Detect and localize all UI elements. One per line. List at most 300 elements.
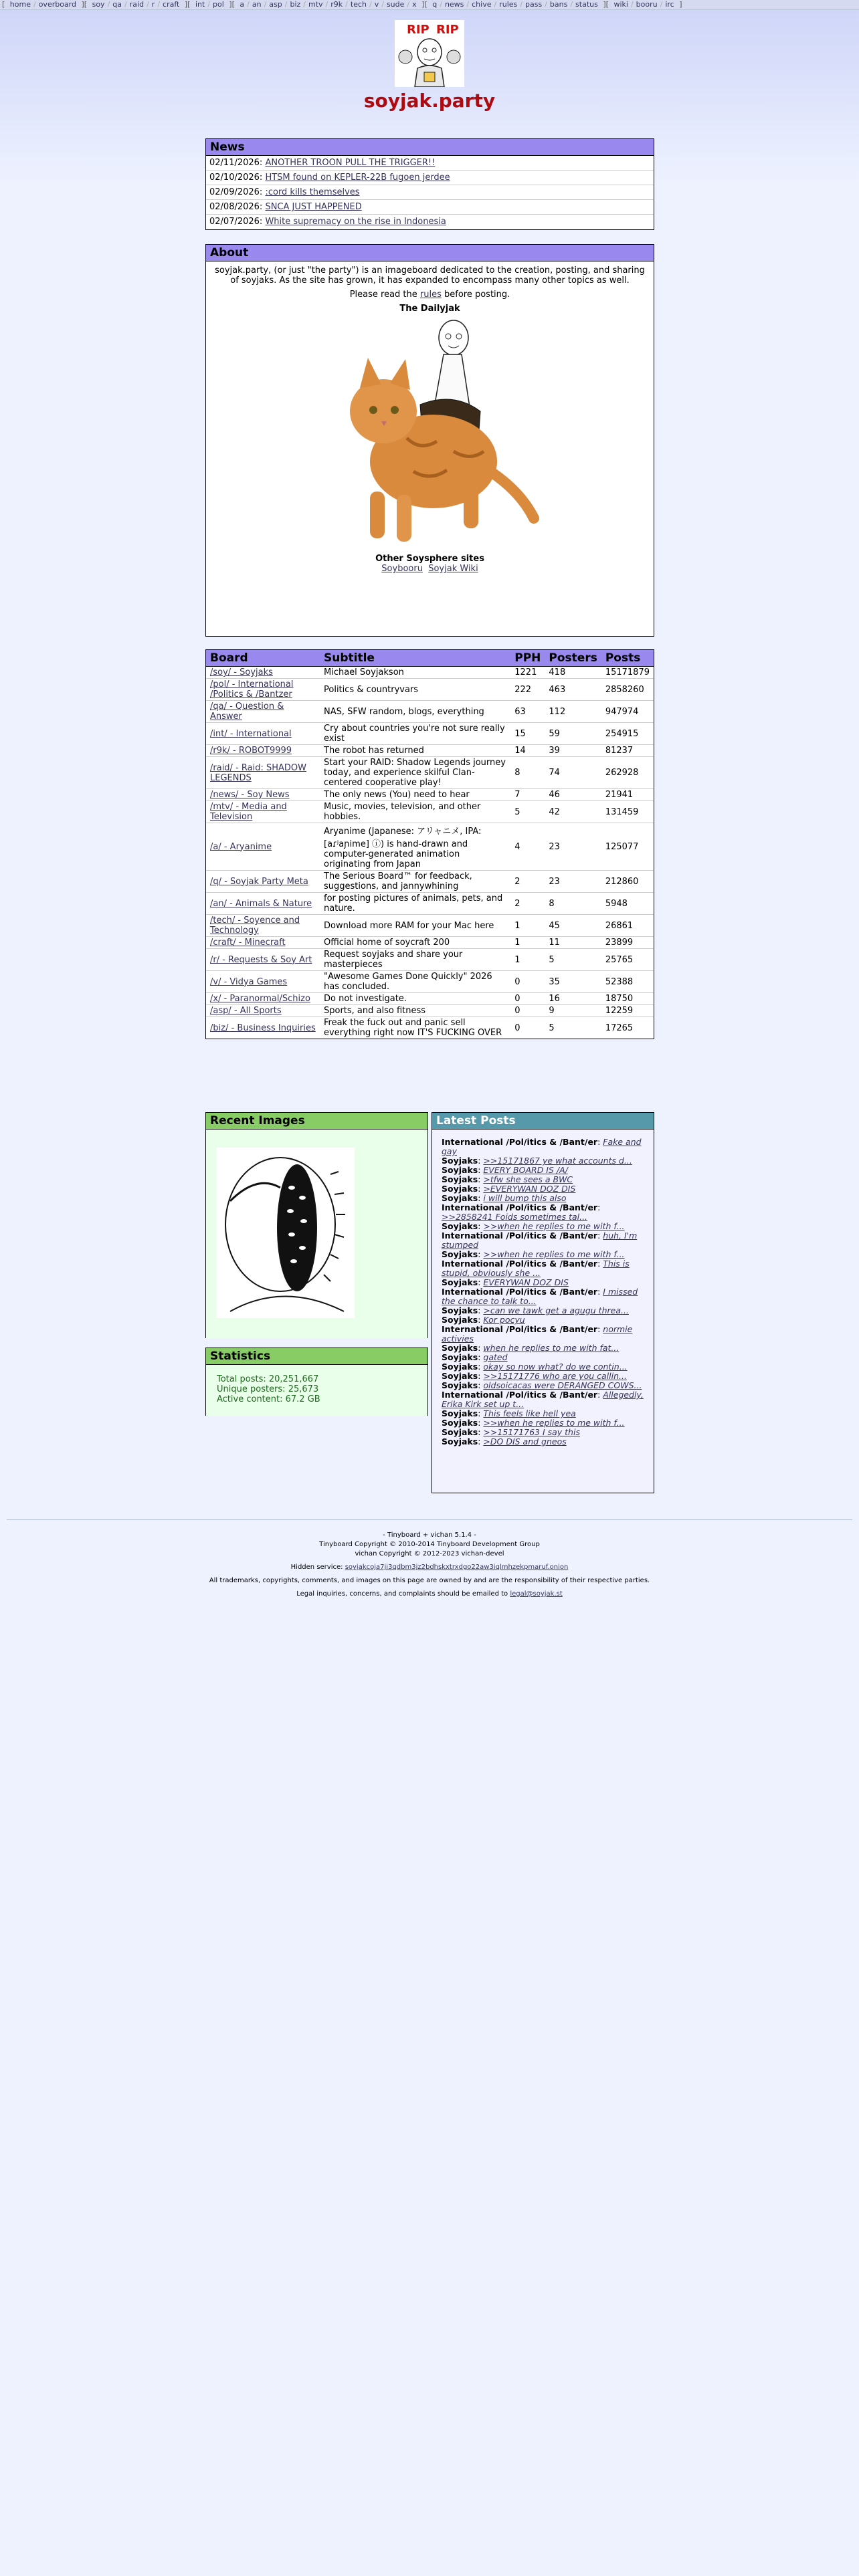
latest-post-item: Soyjaks: >>when he replies to me with f... (442, 1249, 625, 1259)
latest-posts-box (432, 1112, 654, 1493)
board-subtitle-cell: Michael Soyjakson (320, 667, 510, 679)
latest-posts-heading: Latest Posts (432, 1113, 654, 1130)
latest-post-board: Soyjaks (442, 1362, 478, 1372)
board-link[interactable]: /craft/ - Minecraft (210, 938, 286, 948)
board-posts-cell: 131459 (601, 801, 654, 823)
board-row (206, 971, 654, 993)
latest-post-board: International /Pol/itics & /Bant/er (442, 1137, 598, 1147)
logo-lettering-right: RIP (436, 23, 459, 37)
nav-link-irc[interactable]: irc (665, 0, 674, 9)
nav-separator: / (303, 0, 306, 9)
latest-post-link[interactable]: >>15171763 I say this (483, 1427, 580, 1437)
top-nav-bar (0, 0, 859, 10)
boards-table (206, 650, 654, 1039)
col-posts: Posts (601, 650, 654, 667)
nav-link-r9k[interactable]: r9k (330, 0, 343, 9)
latest-post-link[interactable]: >>when he replies to me with f... (483, 1418, 625, 1428)
board-pph-cell: 14 (510, 745, 545, 757)
latest-post-link[interactable]: okay so now what? do we contin... (483, 1362, 628, 1372)
board-posts-cell: 12259 (601, 1005, 654, 1017)
nav-separator: / (440, 0, 442, 9)
board-name-cell (206, 971, 320, 993)
latest-post-link[interactable]: when he replies to me with fat... (483, 1343, 619, 1353)
board-link[interactable]: /int/ - International (210, 728, 292, 739)
nav-separator: / (545, 0, 547, 9)
nav-link-int[interactable]: int (195, 0, 205, 9)
stat-unique-posters: Unique posters: 25,673 (217, 1384, 319, 1394)
col-subtitle: Subtitle (320, 650, 510, 667)
board-subtitle-cell: The Serious Board™ for feedback, suggestions, and jannywhining (320, 871, 510, 893)
board-name-cell (206, 745, 320, 757)
latest-post-board: Soyjaks (442, 1277, 478, 1287)
board-link[interactable]: /biz/ - Business Inquiries (210, 1023, 316, 1033)
footer (0, 1529, 859, 1600)
latest-post-board: Soyjaks (442, 1371, 478, 1381)
boards-header-row (206, 650, 654, 667)
nav-separator: / (264, 0, 267, 9)
board-subtitle-cell: Freak the fuck out and panic sell everything right now IT'S FUCKING OVER (320, 1017, 510, 1039)
nav-separator: / (207, 0, 210, 9)
board-link[interactable]: /qa/ - Question & Answer (210, 702, 284, 722)
latest-post-board: Soyjaks (442, 1174, 478, 1184)
latest-post-link[interactable]: >DO DIS and gneos (483, 1436, 567, 1446)
board-posters-cell: 418 (545, 667, 601, 679)
latest-post-board: Soyjaks (442, 1343, 478, 1353)
logo-image (395, 20, 464, 87)
nav-link-chive[interactable]: chive (472, 0, 492, 9)
latest-post-board: Soyjaks (442, 1156, 478, 1166)
latest-posts-list (432, 1130, 654, 1455)
latest-post-item: Soyjaks: EVERYWAN DOZ DIS (442, 1277, 569, 1287)
latest-post-item: International /Pol/itics & /Bant/er: huh, I'm stumped (442, 1230, 638, 1250)
latest-post-item: International /Pol/itics & /Bant/er: Fake and gay (442, 1137, 642, 1156)
latest-post-link[interactable]: >can we tawk get a agugu threa... (483, 1305, 629, 1315)
soybooru-link[interactable]: Soybooru (381, 564, 423, 574)
news-box (205, 138, 654, 230)
legal-email-link[interactable]: legal@soyjak.st (510, 1590, 563, 1598)
board-name-cell (206, 993, 320, 1005)
board-pph-cell: 63 (510, 701, 545, 723)
board-posts-cell: 25765 (601, 949, 654, 971)
nav-link-soy[interactable]: soy (92, 0, 105, 9)
board-pph-cell: 2 (510, 871, 545, 893)
board-row (206, 723, 654, 745)
board-link[interactable]: /mtv/ - Media and Television (210, 802, 287, 822)
board-link[interactable]: /raid/ - Raid: SHADOW LEGENDS (210, 762, 306, 783)
nav-group: [ q / news / chive / rules / pass / bans / status ] (424, 0, 606, 9)
nav-separator: / (494, 0, 497, 9)
board-posts-cell: 947974 (601, 701, 654, 723)
board-posters-cell: 9 (545, 1005, 601, 1017)
board-name-cell (206, 893, 320, 915)
nav-separator: / (33, 0, 36, 9)
logo-lettering-left: RIP (407, 23, 430, 37)
nav-link-rules[interactable]: rules (499, 0, 518, 9)
latest-post-board: Soyjaks (442, 1184, 478, 1194)
other-sites-title: Other Soysphere sites (375, 554, 484, 564)
nav-separator: / (247, 0, 250, 9)
board-posters-cell: 11 (545, 937, 601, 949)
board-name-cell (206, 949, 320, 971)
latest-post-item: International /Pol/itics & /Bant/er: >>2858241 Foids sometimes tal... (442, 1202, 601, 1222)
site-logo[interactable] (0, 20, 859, 87)
news-link[interactable]: SNCA JUST HAPPENED (265, 202, 362, 212)
board-pph-cell: 15 (510, 723, 545, 745)
board-subtitle-cell: Request soyjaks and share your masterpieces (320, 949, 510, 971)
news-date: 02/10/2026: (209, 173, 263, 183)
nav-separator: / (520, 0, 522, 9)
board-posters-cell: 5 (545, 949, 601, 971)
board-subtitle-cell: Official home of soycraft 200 (320, 937, 510, 949)
board-name-cell (206, 1005, 320, 1017)
col-posters: Posters (545, 650, 601, 667)
board-link[interactable]: /x/ - Paranormal/Schizo (210, 994, 310, 1004)
board-link[interactable]: /tech/ - Soyence and Technology (210, 916, 300, 936)
board-posters-cell: 23 (545, 823, 601, 871)
board-pph-cell: 0 (510, 1005, 545, 1017)
recent-image-thumb[interactable] (217, 1148, 355, 1318)
nav-link-wiki[interactable]: wiki (613, 0, 628, 9)
latest-post-item: International /Pol/itics & /Bant/er: normie activies (442, 1324, 633, 1344)
board-posters-cell: 35 (545, 971, 601, 993)
footer-trademarks: All trademarks, copyrights, comments, and images on this page are owned by and are the responsibility of their respective parties. (209, 1577, 650, 1584)
board-link[interactable]: /an/ - Animals & Nature (210, 898, 312, 909)
board-pph-cell: 1 (510, 915, 545, 937)
board-row (206, 893, 654, 915)
board-pph-cell: 4 (510, 823, 545, 871)
news-link[interactable]: HTSM found on KEPLER-22B fugoen jerdee (265, 173, 450, 183)
nav-link-r[interactable]: r (151, 0, 155, 9)
board-posts-cell: 81237 (601, 745, 654, 757)
news-item (206, 156, 654, 171)
nav-separator: / (124, 0, 127, 9)
nav-link-a[interactable]: a (240, 0, 245, 9)
news-heading: News (206, 139, 654, 156)
board-row (206, 937, 654, 949)
board-posters-cell: 112 (545, 701, 601, 723)
board-pph-cell: 0 (510, 971, 545, 993)
site-title[interactable]: soyjak.party (363, 90, 496, 112)
board-name-cell (206, 915, 320, 937)
latest-post-link[interactable]: >>2858241 Foids sometimes tal... (442, 1212, 588, 1222)
latest-post-item: Soyjaks: i will bump this also (442, 1193, 567, 1203)
news-date: 02/07/2026: (209, 217, 263, 227)
nav-group: [ a / an / asp / biz / mtv / r9k / tech / v / sude / x ] (231, 0, 425, 9)
nav-group: [ wiki / booru / irc ] (605, 0, 682, 9)
board-pph-cell: 0 (510, 1017, 545, 1039)
latest-post-item: Soyjaks: >>when he replies to me with f... (442, 1221, 625, 1231)
board-posts-cell: 18750 (601, 993, 654, 1005)
board-subtitle-cell: The robot has returned (320, 745, 510, 757)
onion-link[interactable]: soyjakcoja7ji3qdbm3jz2bdhskxtrxdgo22aw3iqlmhzekpmaruf.onion (345, 1564, 569, 1571)
latest-post-board: International /Pol/itics & /Bant/er (442, 1390, 598, 1400)
board-row (206, 745, 654, 757)
footer-legal (0, 1590, 859, 1598)
latest-post-link[interactable]: >>15171776 who are you callin... (483, 1371, 627, 1381)
board-row (206, 1017, 654, 1039)
rules-post-text: before posting. (441, 290, 510, 300)
latest-post-link[interactable]: Fake and gay (442, 1137, 642, 1156)
board-row (206, 701, 654, 723)
latest-post-board: Soyjaks (442, 1427, 478, 1437)
latest-post-link[interactable]: This feels like hell yea (483, 1408, 576, 1418)
nav-group: [ soy / qa / raid / r / craft ] (84, 0, 188, 9)
nav-link-bans[interactable]: bans (549, 0, 568, 9)
board-subtitle-cell: for posting pictures of animals, pets, and nature. (320, 893, 510, 915)
board-link[interactable]: /a/ - Aryanime (210, 841, 272, 852)
footer-copyright-tinyboard: Tinyboard Copyright © 2010-2014 Tinyboard Development Group (319, 1541, 540, 1548)
footer-copyright-vichan: vichan Copyright © 2012-2023 vichan-devel (355, 1550, 504, 1558)
board-link[interactable]: /soy/ - Soyjaks (210, 667, 273, 677)
board-link[interactable]: /v/ - Vidya Games (210, 976, 288, 987)
latest-post-link[interactable]: normie activies (442, 1324, 633, 1344)
nav-link-pol[interactable]: pol (213, 0, 224, 9)
about-rules-line (214, 290, 646, 300)
nav-separator: / (466, 0, 470, 9)
board-link[interactable]: /q/ - Soyjak Party Meta (210, 876, 308, 887)
latest-post-item: Soyjaks: This feels like hell yea (442, 1408, 576, 1418)
latest-post-link[interactable]: gated (483, 1352, 508, 1362)
rules-link[interactable]: rules (419, 290, 442, 300)
board-subtitle-cell: The only news (You) need to hear (320, 789, 510, 801)
dailyjak-title: The Dailyjak (399, 304, 460, 314)
latest-post-item: Soyjaks: gated (442, 1352, 508, 1362)
latest-post-board: International /Pol/itics & /Bant/er (442, 1202, 598, 1212)
board-link[interactable]: /pol/ - International /Politics & /Bantzer (210, 679, 294, 700)
board-row (206, 993, 654, 1005)
board-row (206, 667, 654, 679)
board-posts-cell: 23899 (601, 937, 654, 949)
board-row (206, 823, 654, 871)
board-row (206, 915, 654, 937)
latest-post-board: Soyjaks (442, 1436, 478, 1446)
latest-post-link[interactable]: Allegedly, Erika Kirk set up t... (442, 1390, 644, 1409)
latest-post-link[interactable]: >>when he replies to me with f... (483, 1221, 625, 1231)
recent-images-box (205, 1112, 428, 1338)
latest-post-link[interactable]: >EVERYWAN DOZ DIS (483, 1184, 576, 1194)
board-name-cell (206, 801, 320, 823)
board-subtitle-cell: Start your RAID: Shadow Legends journey today, and experience skilful Clan-centered cooperative play! (320, 757, 510, 789)
latest-post-item: Soyjaks: >can we tawk get a agugu threa... (442, 1305, 629, 1315)
board-name-cell (206, 723, 320, 745)
nav-link-status[interactable]: status (575, 0, 598, 9)
nav-separator: / (157, 0, 161, 9)
latest-post-board: Soyjaks (442, 1352, 478, 1362)
board-pph-cell: 8 (510, 757, 545, 789)
board-link[interactable]: /r9k/ - ROBOT9999 (210, 746, 292, 756)
board-name-cell (206, 701, 320, 723)
board-posters-cell: 8 (545, 893, 601, 915)
news-link[interactable]: ANOTHER TROON PULL THE TRIGGER!! (265, 158, 436, 168)
footer-divider (7, 1519, 852, 1520)
nav-link-overboard[interactable]: overboard (38, 0, 76, 9)
news-item (206, 215, 654, 229)
stat-active-content: Active content: 67.2 GB (217, 1394, 320, 1404)
nav-separator: / (147, 0, 149, 9)
board-posters-cell: 42 (545, 801, 601, 823)
latest-post-link[interactable]: EVERY BOARD IS /A/ (483, 1165, 568, 1175)
soyjak-wiki-link[interactable]: Soyjak Wiki (428, 564, 478, 574)
latest-post-board: International /Pol/itics & /Bant/er (442, 1259, 598, 1269)
board-posters-cell: 23 (545, 871, 601, 893)
board-link[interactable]: /news/ - Soy News (210, 790, 290, 800)
boards-box (205, 649, 654, 1039)
news-link[interactable]: White supremacy on the rise in Indonesia (265, 217, 446, 227)
news-item (206, 185, 654, 200)
board-pph-cell: 0 (510, 993, 545, 1005)
nav-link-craft[interactable]: craft (163, 0, 180, 9)
board-posts-cell: 21941 (601, 789, 654, 801)
news-list (206, 156, 654, 229)
nav-separator: / (369, 0, 372, 9)
board-subtitle-cell: Music, movies, television, and other hobbies. (320, 801, 510, 823)
board-row (206, 757, 654, 789)
board-row (206, 801, 654, 823)
board-subtitle-cell: Sports, and also fitness (320, 1005, 510, 1017)
board-link[interactable]: /asp/ - All Sports (210, 1006, 282, 1016)
board-subtitle-cell: Cry about countries you're not sure really exist (320, 723, 510, 745)
nav-link-mtv[interactable]: mtv (308, 0, 323, 9)
footer-hidden-service (0, 1564, 859, 1571)
latest-post-board: Soyjaks (442, 1193, 478, 1203)
latest-post-item: International /Pol/itics & /Bant/er: This is stupid, obviously she ... (442, 1259, 630, 1278)
rules-pre-text: Please read the (349, 290, 420, 300)
board-posters-cell: 39 (545, 745, 601, 757)
nav-separator: / (381, 0, 384, 9)
board-name-cell (206, 679, 320, 701)
nav-separator: / (107, 0, 110, 9)
latest-post-link[interactable]: EVERYWAN DOZ DIS (483, 1277, 569, 1287)
latest-post-board: Soyjaks (442, 1165, 478, 1175)
board-name-cell (206, 823, 320, 871)
latest-post-link[interactable]: >>15171867 ye what accounts d... (483, 1156, 632, 1166)
news-link[interactable]: :cord kills themselves (265, 187, 360, 197)
nav-link-tech[interactable]: tech (350, 0, 367, 9)
latest-post-board: Soyjaks (442, 1418, 478, 1428)
board-name-cell (206, 937, 320, 949)
nav-link-v[interactable]: v (374, 0, 379, 9)
col-board: Board (206, 650, 320, 667)
nav-link-an[interactable]: an (252, 0, 262, 9)
latest-post-board: Soyjaks (442, 1380, 478, 1390)
board-posts-cell: 262928 (601, 757, 654, 789)
latest-post-item: Soyjaks: >DO DIS and gneos (442, 1436, 567, 1446)
nav-link-qa[interactable]: qa (112, 0, 122, 9)
nav-separator: / (660, 0, 663, 9)
latest-post-item: International /Pol/itics & /Bant/er: Allegedly, Erika Kirk set up t... (442, 1390, 644, 1409)
board-subtitle-cell: Aryanime (Japanese: アリャニメ, IPA: [aɾʲaɲime] ⓘ) is hand-drawn and computer-generated animation originating from Japan (320, 823, 510, 871)
board-posters-cell: 463 (545, 679, 601, 701)
nav-separator: / (325, 0, 328, 9)
nav-link-pass[interactable]: pass (524, 0, 543, 9)
board-name-cell (206, 789, 320, 801)
board-posts-cell: 254915 (601, 723, 654, 745)
latest-post-link[interactable]: >tfw she sees a BWC (483, 1174, 573, 1184)
board-posters-cell: 45 (545, 915, 601, 937)
nav-link-home[interactable]: home (9, 0, 31, 9)
board-posters-cell: 5 (545, 1017, 601, 1039)
board-pph-cell: 1221 (510, 667, 545, 679)
latest-post-item: Soyjaks: >>when he replies to me with f... (442, 1418, 625, 1428)
nav-separator: / (570, 0, 573, 9)
footer-version: - Tinyboard + vichan 5.1.4 - (383, 1531, 476, 1539)
board-posts-cell: 52388 (601, 971, 654, 993)
nav-link-raid[interactable]: raid (129, 0, 145, 9)
statistics-box (205, 1348, 428, 1416)
latest-post-board: Soyjaks (442, 1221, 478, 1231)
nav-group: [ int / pol ] (187, 0, 232, 9)
latest-post-link[interactable]: oldsoicacas were DERANGED COWS... (483, 1380, 642, 1390)
recent-images-heading: Recent Images (206, 1113, 427, 1130)
latest-post-link[interactable]: >>when he replies to me with f... (483, 1249, 625, 1259)
latest-post-board: International /Pol/itics & /Bant/er (442, 1287, 598, 1297)
board-posts-cell: 5948 (601, 893, 654, 915)
about-intro: soyjak.party, (or just "the party") is an imageboard dedicated to the creation, posting, and sharing of soyjaks. As the site has grown, it has expanded to encompass many other topics as well. (215, 265, 645, 286)
board-link[interactable]: /r/ - Requests & Soy Art (210, 954, 312, 965)
board-posts-cell: 26861 (601, 915, 654, 937)
nav-link-sude[interactable]: sude (386, 0, 405, 9)
board-subtitle-cell: Politics & countryvars (320, 679, 510, 701)
nav-link-q[interactable]: q (432, 0, 438, 9)
latest-post-item: Soyjaks: >>15171763 I say this (442, 1427, 580, 1437)
nav-group: [ home / overboard ] (2, 0, 84, 9)
board-pph-cell: 222 (510, 679, 545, 701)
nav-link-asp[interactable]: asp (269, 0, 282, 9)
hidden-service-label: Hidden service: (290, 1564, 345, 1571)
latest-post-board: Soyjaks (442, 1249, 478, 1259)
board-row (206, 871, 654, 893)
nav-separator: / (345, 0, 348, 9)
statistics-body (206, 1365, 427, 1416)
latest-post-board: Soyjaks (442, 1315, 478, 1325)
statistics-heading: Statistics (206, 1348, 427, 1365)
latest-post-item: Soyjaks: when he replies to me with fat... (442, 1343, 619, 1353)
latest-post-link[interactable]: I missed the chance to talk to... (442, 1287, 638, 1306)
board-name-cell (206, 1017, 320, 1039)
nav-link-booru[interactable]: booru (636, 0, 658, 9)
latest-post-board: International /Pol/itics & /Bant/er (442, 1230, 598, 1241)
board-subtitle-cell: "Awesome Games Done Quickly" 2026 has concluded. (320, 971, 510, 993)
board-posters-cell: 16 (545, 993, 601, 1005)
nav-link-x[interactable]: x (412, 0, 417, 9)
board-row (206, 789, 654, 801)
nav-link-biz[interactable]: biz (290, 0, 301, 9)
latest-post-link[interactable]: Kor pocyu (483, 1315, 525, 1325)
news-item (206, 171, 654, 185)
board-pph-cell: 1 (510, 949, 545, 971)
board-row (206, 1005, 654, 1017)
news-item (206, 200, 654, 215)
nav-separator: / (284, 0, 288, 9)
latest-post-link[interactable]: i will bump this also (483, 1193, 567, 1203)
dailyjak-image (206, 318, 654, 551)
latest-post-item: Soyjaks: oldsoicacas were DERANGED COWS... (442, 1380, 642, 1390)
board-subtitle-cell: Do not investigate. (320, 993, 510, 1005)
board-name-cell (206, 667, 320, 679)
latest-post-item: Soyjaks: EVERY BOARD IS /A/ (442, 1165, 568, 1175)
board-posters-cell: 46 (545, 789, 601, 801)
nav-separator: / (407, 0, 410, 9)
latest-post-link[interactable]: huh, I'm stumped (442, 1230, 638, 1250)
legal-text: Legal inquiries, concerns, and complaints should be emailed to (296, 1590, 510, 1598)
nav-link-news[interactable]: news (444, 0, 464, 9)
latest-post-item: International /Pol/itics & /Bant/er: I missed the chance to talk to... (442, 1287, 638, 1306)
latest-post-link[interactable]: This is stupid, obviously she ... (442, 1259, 630, 1278)
stat-total-posts: Total posts: 20,251,667 (217, 1374, 319, 1384)
news-date: 02/09/2026: (209, 187, 263, 197)
recent-images-body (206, 1130, 427, 1338)
board-subtitle-cell: Download more RAM for your Mac here (320, 915, 510, 937)
